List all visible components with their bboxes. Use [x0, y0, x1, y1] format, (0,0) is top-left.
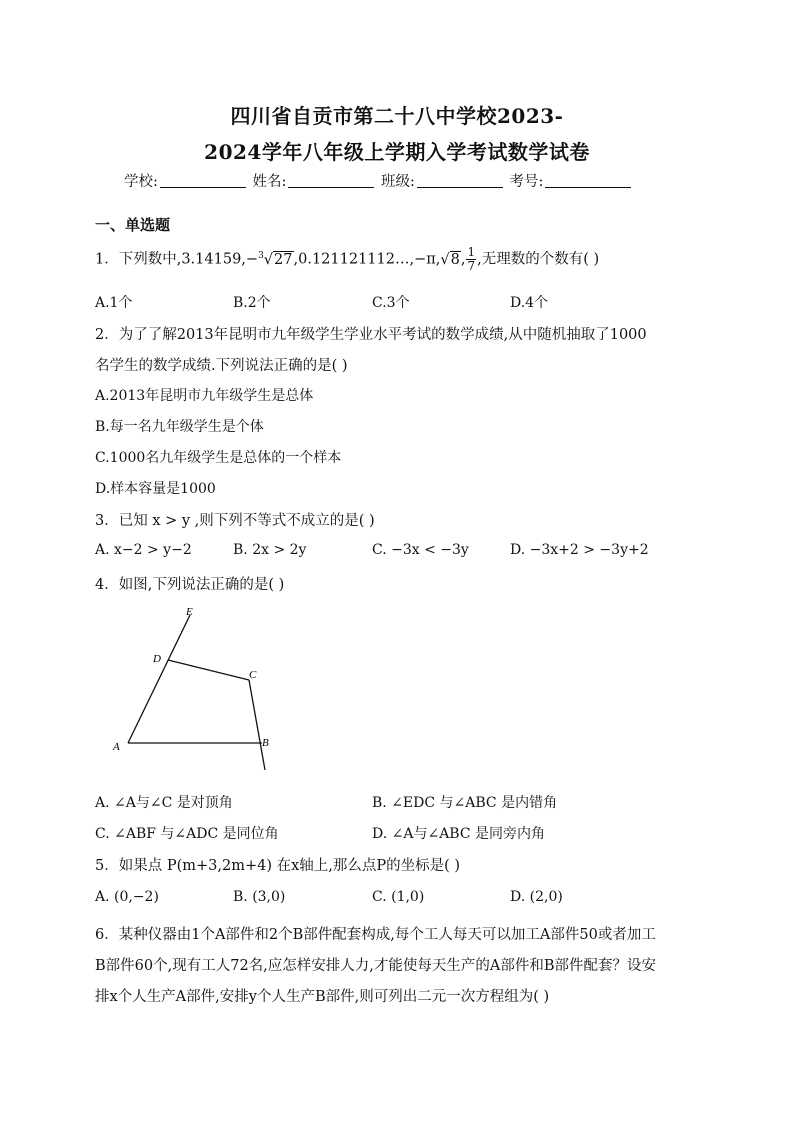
- q1-stem: 1．下列数中,3.14159,−$^3$√27,0.121121112…,−π,√8, $\frac{1}{7}$ ,无理数的个数有( ): [95, 245, 600, 273]
- q1-cube-root: $^3$√27: [258, 250, 293, 268]
- exam-title-line2: 2024学年八年级上学期入学考试数学试卷: [204, 140, 590, 164]
- q1-sqrt: √8: [440, 251, 460, 268]
- segment-dc: [168, 660, 249, 680]
- q5-option-b[interactable]: B. (3,0): [233, 889, 286, 905]
- q1-frac-num: 1: [467, 245, 476, 259]
- q3-option-d[interactable]: D. −3x+2 > −3y+2: [510, 542, 649, 558]
- q1-sqrt-radicand: 8: [450, 251, 460, 268]
- id-blank[interactable]: [545, 173, 631, 188]
- q4-option-d[interactable]: D. ∠A与∠ABC 是同旁内角: [372, 826, 546, 842]
- q4-option-a[interactable]: A. ∠A与∠C 是对顶角: [95, 795, 233, 811]
- ray-ae: [128, 615, 190, 743]
- name-blank[interactable]: [288, 173, 374, 188]
- q2-stem-line1: 2．为了了解2013年昆明市九年级学生学业水平考试的数学成绩,从中随机抽取了1000: [95, 327, 647, 343]
- exam-title-line1: 四川省自贡市第二十八中学校2023-: [230, 104, 564, 128]
- q4-option-c[interactable]: C. ∠ABF 与∠ADC 是同位角: [95, 826, 279, 842]
- q6-stem-line2: B部件60个,现有工人72名,应怎样安排人力,才能使每天生产的A部件和B部件配套？设安: [95, 958, 657, 974]
- school-blank[interactable]: [160, 173, 246, 188]
- q1-mid: ,0.121121112…,−π,: [293, 251, 441, 268]
- q1-lead: 1．下列数中,3.14159,−: [95, 251, 259, 268]
- label-a: A: [113, 741, 120, 753]
- q1-option-d[interactable]: D.4个: [510, 295, 549, 311]
- label-d: D: [153, 653, 161, 665]
- label-e: E: [186, 606, 193, 618]
- q2-stem-line2: 名学生的数学成绩.下列说法正确的是( ): [95, 358, 348, 374]
- q4-option-b[interactable]: B. ∠EDC 与∠ABC 是内错角: [372, 795, 558, 811]
- class-label: 班级:: [381, 174, 415, 190]
- q5-stem: 5．如果点 P(m+3,2m+4) 在x轴上,那么点P的坐标是( ): [95, 858, 461, 874]
- q2-option-d[interactable]: D.样本容量是1000: [95, 481, 216, 497]
- q3-option-a[interactable]: A. x−2 > y−2: [95, 542, 192, 558]
- q1-frac-den: 7: [467, 259, 476, 273]
- q1-cube-index: 3: [258, 250, 264, 261]
- label-c: C: [249, 669, 257, 681]
- q5-option-d[interactable]: D. (2,0): [510, 889, 563, 905]
- q5-option-c[interactable]: C. (1,0): [372, 889, 425, 905]
- q2-option-a[interactable]: A.2013年昆明市九年级学生是总体: [95, 388, 314, 404]
- q6-stem-line1: 6．某种仪器由1个A部件和2个B部件配套构成,每个工人每天可以加工A部件50或者加工: [95, 927, 656, 943]
- q3-option-b[interactable]: B. 2x > 2y: [233, 542, 307, 558]
- q2-option-c[interactable]: C.1000名九年级学生是总体的一个样本: [95, 450, 342, 466]
- q5-option-a[interactable]: A. (0,−2): [95, 889, 159, 905]
- q1-fraction: [466, 246, 476, 273]
- ray-cb: [249, 680, 265, 770]
- q6-stem-line3: 排x个人生产A部件,安排y个人生产B部件,则可列出二元一次方程组为( ): [95, 989, 550, 1005]
- q3-option-c[interactable]: C. −3x < −3y: [372, 542, 469, 558]
- student-info-row: [124, 170, 633, 191]
- id-label: 考号:: [509, 174, 544, 190]
- q1-tail: ,无理数的个数有( ): [477, 251, 600, 268]
- label-b: B: [262, 737, 269, 749]
- q1-cube-radicand: 27: [274, 251, 293, 268]
- q4-geometry-figure: [110, 603, 290, 773]
- q1-option-b[interactable]: B.2个: [233, 295, 271, 311]
- q2-option-b[interactable]: B.每一名九年级学生是个体: [95, 419, 264, 435]
- q4-stem: 4．如图,下列说法正确的是( ): [95, 577, 285, 593]
- q1-option-c[interactable]: C.3个: [372, 295, 410, 311]
- name-label: 姓名:: [252, 174, 287, 190]
- q1-option-a[interactable]: A.1个: [95, 295, 133, 311]
- section-title: 一、单选题: [95, 216, 171, 234]
- school-label: 学校:: [124, 174, 158, 190]
- q3-stem: 3．已知 x > y ,则下列不等式不成立的是( ): [95, 513, 375, 529]
- class-blank[interactable]: [417, 173, 503, 188]
